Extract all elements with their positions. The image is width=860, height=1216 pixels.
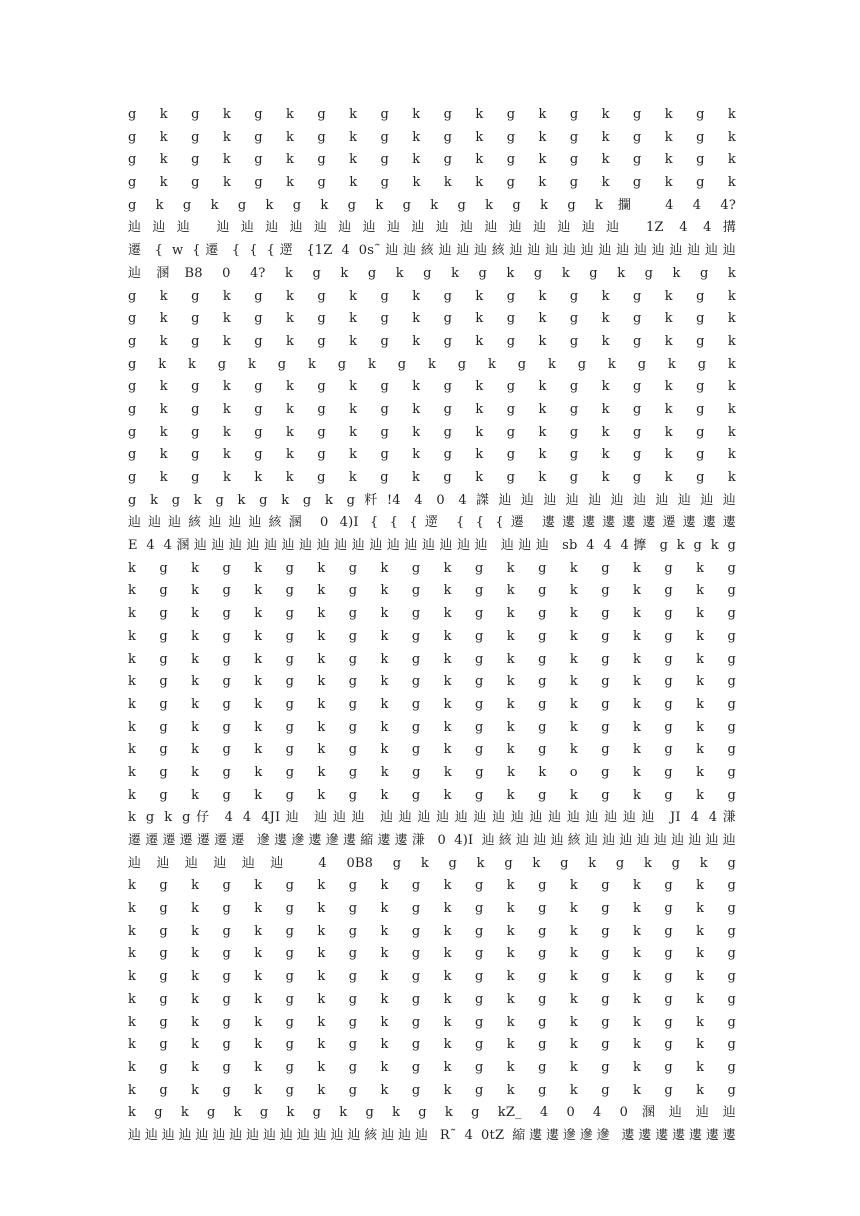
text-line: 遷遷遷遷遷遷遷 遪遱遪遱遪遱縮遱遱溓 0 4)I 辿絯辿辿辿絯辿辿辿辿辿辿辿辿辿: [128, 833, 736, 848]
text-line: g k k g k g k g k g k g k g k g k g k g k: [128, 356, 736, 372]
text-line: k g k g k g k g k g k g k g k g k g k g: [128, 1037, 736, 1053]
text-line: k g k g k g k g k g k g k g k g k g k g: [128, 628, 736, 644]
text-line: g k g k g k g k g k g k g k g k g k g k: [128, 129, 736, 145]
text-line: k g k g k g k g k g k g k k o g k g k g: [128, 764, 736, 780]
text-line: g k g k g k g k g k g k g k g k g k g k: [128, 447, 736, 463]
text-line: k g k g仔 4 4 4JI辿 辿辿辿 辿辿辿辿辿辿辿辿辿辿辿辿辿辿辿 JI 4 4溓: [128, 810, 736, 826]
text-line: g k g k g k g k g k g k g k g k g k g k: [128, 152, 736, 168]
text-line: g k g k g k g k g k g k g k g k g k g k: [128, 401, 736, 417]
text-line: 辿辿辿 辿辿辿辿辿辿辿辿辿辿辿辿辿辿辿辿辿 1Z 4 4搆: [128, 220, 736, 236]
text-line: k g k g k g k g k g k g k g k g k g k g: [128, 560, 736, 576]
text-line: g k g k g k g k g k g k g k g k g k g k: [128, 311, 736, 327]
text-line: g k g k g k g k g k g粁!4 4 0 4謋辿辿辿辿辿辿辿辿辿辿辿: [128, 492, 736, 508]
document-body: [128, 104, 736, 1148]
text-line: k g k g k g k g k g k g k g k g k g k g: [128, 1059, 736, 1075]
text-line: k g k g k g k g k g k g k g k g k g k g: [128, 1014, 736, 1030]
text-line: k g k g k g k g k g k g k g k g k g k g: [128, 1082, 736, 1098]
text-line: k g k g k g k g k g k g k g k g k g k g: [128, 674, 736, 690]
text-line: k g k g k g k g k g k g k g k g k g k g: [128, 901, 736, 917]
text-line: k g k g k g k g k g k g k g k g k g k g: [128, 606, 736, 622]
text-line: 辿辿辿絯辿辿辿絯溷 0 4)I { { {遻 { { {遷 遱遱遱遱遱遱遷遱遱遱: [128, 515, 736, 531]
text-line: g k g k g k g k g k g k g k g k g k g k: [128, 288, 736, 304]
text-line: 遷 { w {遷 { { {遻 {1Z 4 0s˜辿辿絯辿辿辿絯辿辿辿辿辿辿辿辿辿辿辿辿辿: [128, 243, 736, 259]
text-line: g k g k g k g k g k g k g k g k g k g k: [128, 424, 736, 440]
text-line: k g k g k g k g k g k g k g k g k g k g: [128, 991, 736, 1007]
text-line: k g k g k g k g k g k g k g k g k g k g: [128, 583, 736, 599]
text-line: 辿辿辿辿辿辿 4 0B8 g k g k g k g k g k g k g: [128, 855, 736, 871]
text-line: k g k g k g k g k g k g k g k g k g k g: [128, 946, 736, 962]
text-line: g k g k g k g k g k g k g k g k g k攔 4 4 4?: [128, 197, 736, 213]
text-line: k g k g k g k g k g k g k g k g k g k g: [128, 742, 736, 758]
text-line: k g k g k g k g k g k g k g k g k g k g: [128, 969, 736, 985]
text-line: k g k g k g k g k g k g k g kZ_ 4 0 4 0溷辿辿辿: [128, 1105, 736, 1121]
text-line: 辿辿辿辿辿辿辿辿辿辿辿辿辿辿絯辿辿辿 R˜ 4 0tZ 縮遱遱遪遪遪 遱遱遱遱遱遱遱: [128, 1127, 736, 1143]
text-line: g k g k g k g k g k g k g k g k g k g k: [128, 333, 736, 349]
text-line: k g k g k g k g k g k g k g k g k g k g: [128, 878, 736, 894]
text-line: k g k g k g k g k g k g k g k g k g k g: [128, 651, 736, 667]
text-line: k g k g k g k g k g k g k g k g k g k g: [128, 696, 736, 712]
text-line: g k g k g k g k g k g k g k g k g k g k: [128, 107, 736, 122]
text-line: 辿溷B8 0 4? k g k g k g k g k g k g k g k g k: [128, 265, 736, 281]
text-line: k g k g k g k g k g k g k g k g k g k g: [128, 787, 736, 803]
text-line: k g k g k g k g k g k g k g k g k g k g: [128, 923, 736, 939]
text-line: E 4 4溷辿辿辿辿辿辿辿辿辿辿辿辿辿辿辿辿辿 辿辿辿 sb 4 4 4擵 g k g k g: [128, 538, 736, 554]
text-line: g k g k g k g k g k g k g k g k g k g k: [128, 379, 736, 395]
text-line: g k g k k k g k g k g k g k g k g k g k: [128, 470, 736, 485]
text-line: k g k g k g k g k g k g k g k g k g k g: [128, 719, 736, 735]
text-line: g k g k g k g k g k k k g k g k g k g k: [128, 175, 736, 191]
